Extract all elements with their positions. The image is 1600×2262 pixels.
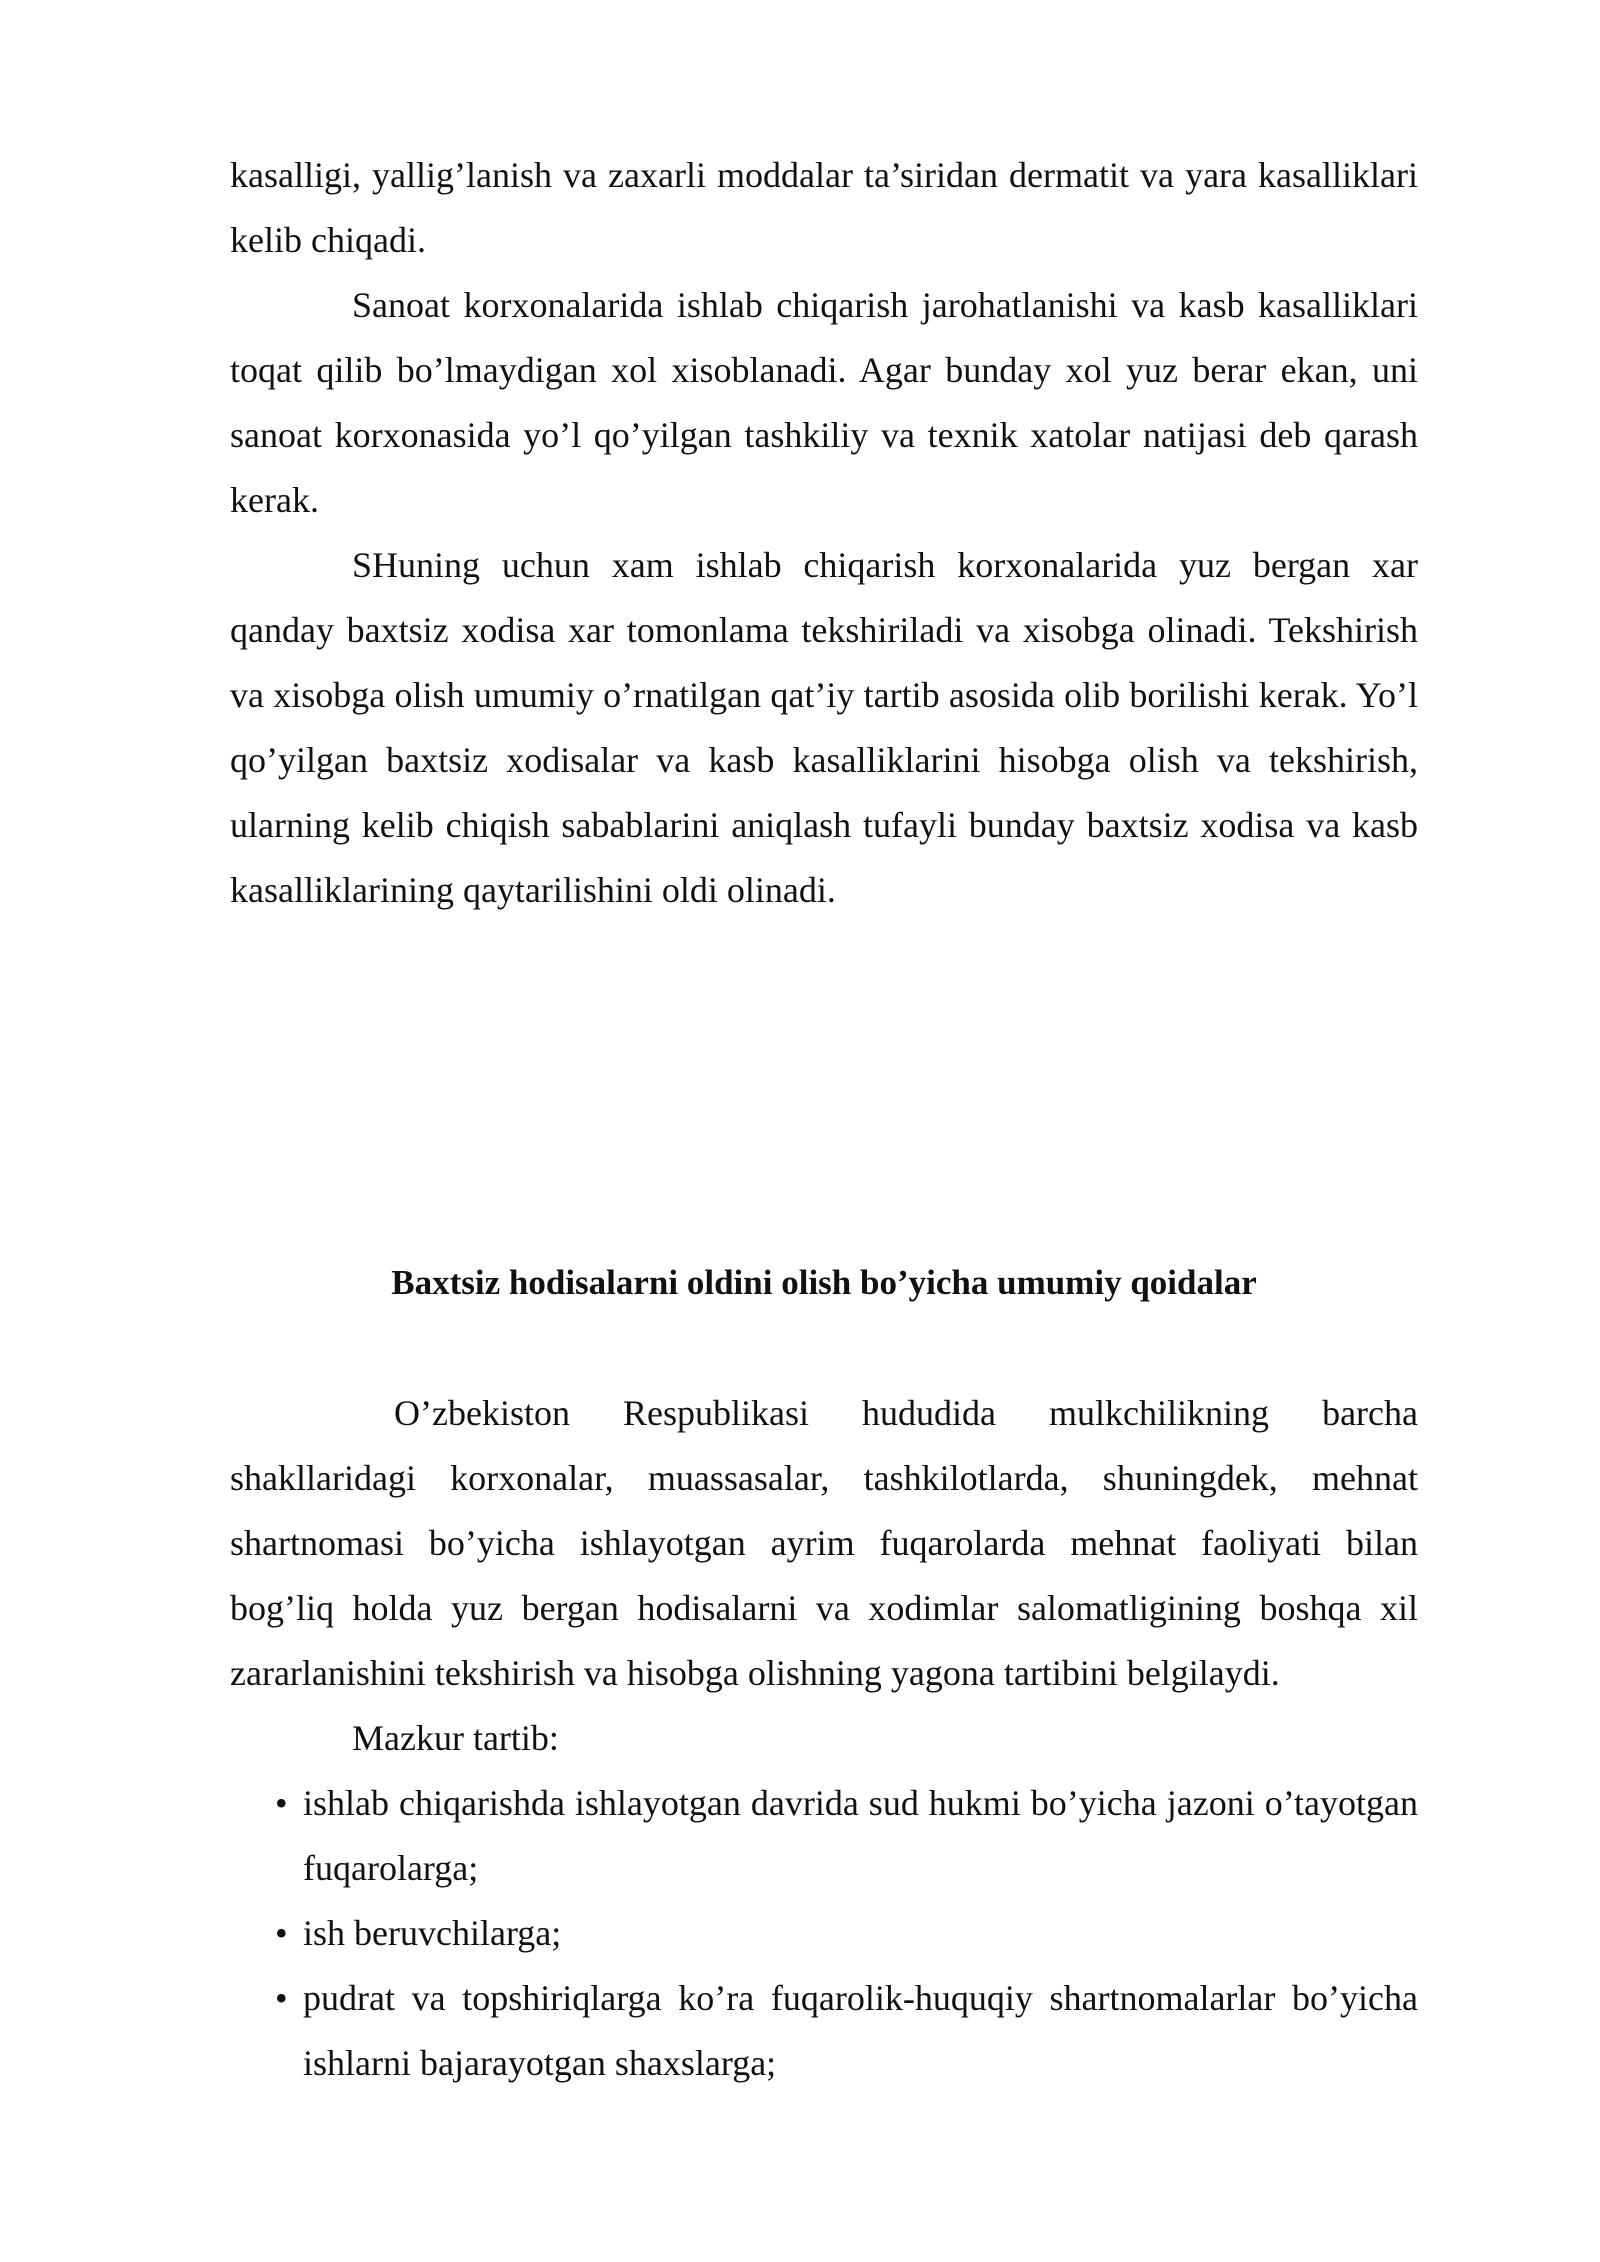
paragraph-list-intro: Mazkur tartib: (352, 1718, 559, 1758)
paragraph-investigation: SHuning uchun xam ishlab chiqarish korxonalarida yuz bergan xar qanday baxtsiz xodisa xar tomonlama tekshiriladi va xisobga olinadi. Tekshirish va xisobga olish umumiy o’rnatilgan qat’iy tartib asosida olib borilishi kerak. Yo’l qo’yilgan baxtsiz xodisalar va kasb kasalliklarini hisobga olish va tekshirish, ularning kelib chiqish sabablarini aniqlash tufayli bunday baxtsiz xodisa va kasb kasalliklarining qaytarilishini oldi olinadi. (230, 545, 1418, 910)
bullet-icon: • (275, 1783, 288, 1823)
section-heading: Baxtsiz hodisalarni oldini olish bo’yicha umumiy qoidalar (391, 1263, 1257, 1302)
list-item-text: ishlab chiqarishda ishlayotgan davrida sud hukmi bo’yicha jazoni o’tayotgan fuqarolarga; (303, 1783, 1418, 1888)
list-item (230, 1901, 1418, 1966)
paragraph-scope: O’zbekiston Respublikasi hududida mulkchilikning barcha shakllaridagi korxonalar, muassasalar, tashkilotlarda, shuningdek, mehnat shartnomasi bo’yicha ishlayotgan ayrim fuqarolarda mehnat faoliyati bilan bog’liq holda yuz bergan hodisalarni va xodimlar salomatligining boshqa xil zararlanishini tekshirish va hisobga olishning yagona tartibini belgilaydi. (230, 1393, 1418, 1693)
paragraph-industrial-injuries: Sanoat korxonalarida ishlab chiqarish jarohatlanishi va kasb kasalliklari toqat qilib bo’lmaydigan xol xisoblanadi. Agar bunday xol yuz berar ekan, uni sanoat korxonasida yo’l qo’yilgan tashkiliy va texnik xatolar natijasi deb qarash kerak. (230, 285, 1418, 520)
list-item-text: ish beruvchilarga; (303, 1913, 562, 1953)
list-item (230, 1966, 1418, 2096)
bullet-icon: • (275, 1978, 288, 2018)
body-text-section-2 (230, 1381, 1418, 2096)
paragraph-continuation: kasalligi, yallig’lanish va zaxarli moddalar ta’siridan dermatit va yara kasalliklari kelib chiqadi. (230, 155, 1418, 260)
bullet-list (230, 1771, 1418, 2096)
bullet-icon: • (275, 1913, 288, 1953)
body-text-section-1 (230, 143, 1418, 923)
list-item-text: pudrat va topshiriqlarga ko’ra fuqarolik-huquqiy shartnomalarlar bo’yicha ishlarni bajarayotgan shaxslarga; (303, 1978, 1418, 2083)
list-item (230, 1771, 1418, 1901)
